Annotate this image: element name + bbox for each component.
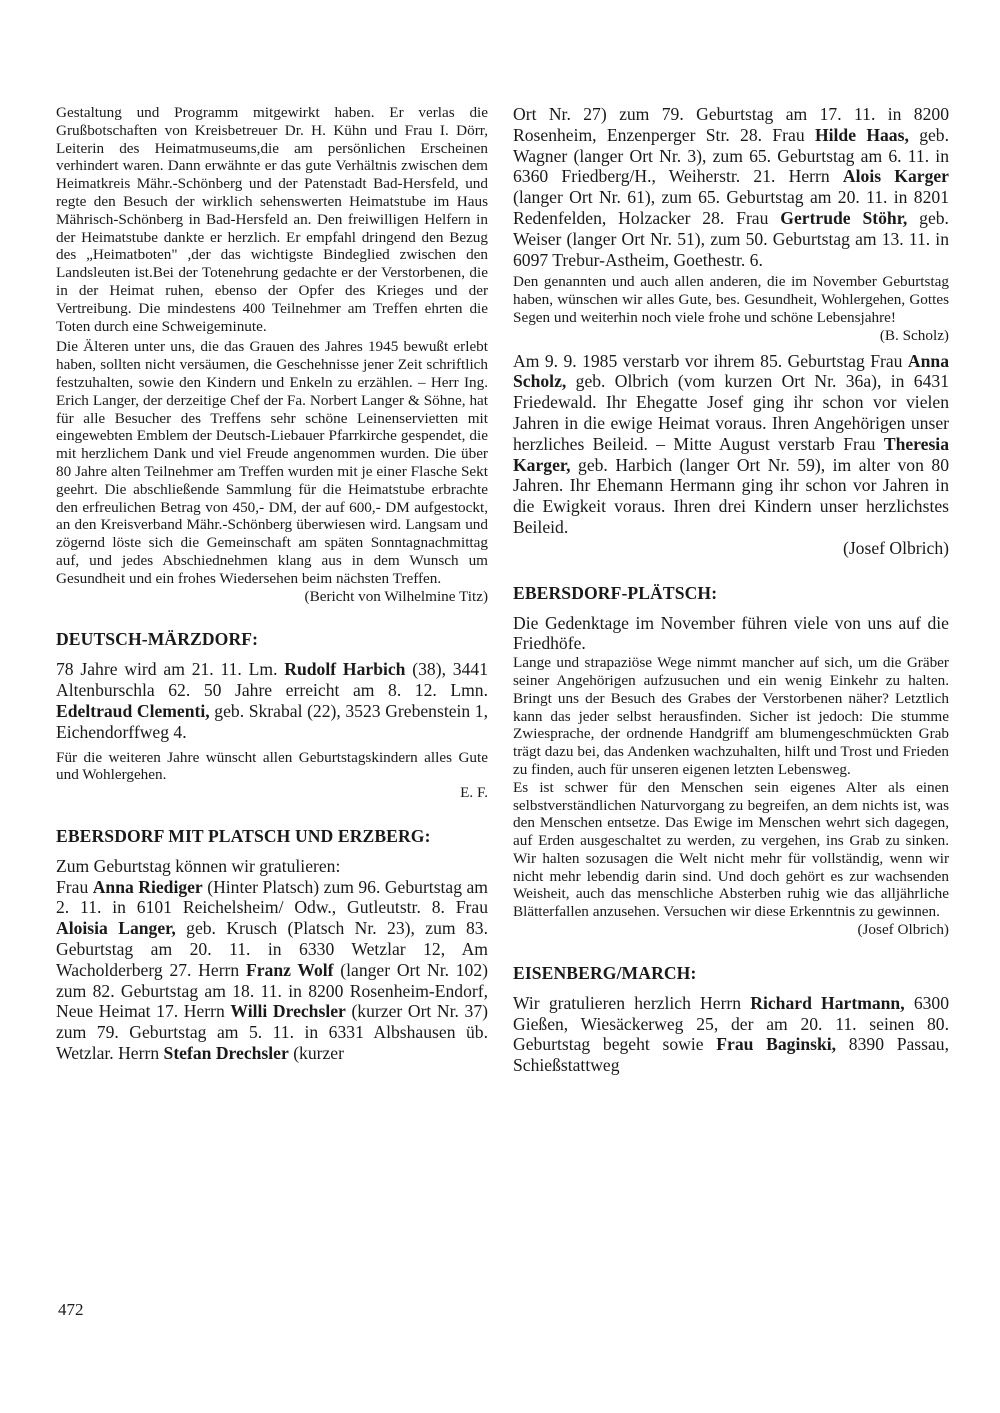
person-name: Rudolf Harbich — [284, 659, 406, 680]
report-signature: (Bericht von Wilhelmine Titz) — [304, 587, 488, 605]
person-name: Franz Wolf — [245, 959, 334, 980]
left-column — [56, 104, 488, 1064]
section-heading-ebersdorf-plaetsch: EBERSDORF-PLÄTSCH: — [513, 582, 718, 603]
person-name: Edeltraud Clementi, — [56, 700, 210, 721]
section-intro: Zum Geburtstag können wir gratulieren: — [56, 855, 341, 876]
person-name: Anna Riediger — [92, 876, 203, 897]
section-heading-eisenberg-march: EISENBERG/MARCH: — [513, 962, 697, 983]
person-name: Willi Drechsler — [230, 1001, 346, 1022]
person-name: Hilde Haas, — [814, 124, 909, 145]
birthday-wish: Für die weiteren Jahre wünscht allen Geburtstagskindern alles Gute und Wohlergehen. — [56, 748, 488, 784]
birthday-notice: Ort Nr. 27) zum 79. Geburtstag am 17. 11. in 8200 Rosenheim, Enzenperger Str. 28. Frau Hilde Haas, geb. Wagner (langer Ort Nr. 3), zum 65. Geburtstag am 6. 11. in 6360 Friedberg/H., Weiherstr. 21. Herrn Alois Karger (langer Ort Nr. 61), zum 65. Geburtstag am 20. 11. in 8201 Redenfelden, Holzacker 28. Frau Gertrude Stöhr, geb. Weiser (langer Ort Nr. 51), zum 50. Geburtstag am 13. 11. in 6097 Trebur-Astheim, Goethestr. 6. — [513, 104, 949, 270]
birthday-notice: 78 Jahre wird am 21. 11. Lm. Rudolf Harbich (38), 3441 Altenburschla 62. 50 Jahre erreicht am 8. 12. Lmn. Edeltraud Clementi, geb. Skrabal (22), 3523 Grebenstein 1, Eichendorffweg 4. — [56, 659, 489, 742]
wish-signature: E. F. — [460, 784, 488, 802]
article-paragraph: Lange und strapaziöse Wege nimmt mancher auf sich, um die Gräber seiner Angehörigen aufzusuchen und ein wenig Einkehr zu halten. Bringt uns der Besuch des Grabes der Verstorbenen näher? Letztlich kann das jeder selbst herausfinden. Sicher ist jedoch: Die stumme Zwiesprache, der ordnende Handgriff am blumengeschmückten Grab trägt dazu bei, das Andenken wachzuhalten, hilft und Trost und Frieden zu finden, auch für unseren eigenen letzten Lebensweg. — [513, 654, 949, 778]
person-name: Aloisia Langer, — [56, 918, 176, 939]
section-heading-ebersdorf-mit-platsch: EBERSDORF MIT PLATSCH UND ERZBERG: — [56, 825, 431, 846]
right-column — [513, 104, 949, 1076]
obituary-signature: (Josef Olbrich) — [842, 537, 949, 558]
obituary-notice: Am 9. 9. 1985 verstarb vor ihrem 85. Geburtstag Frau Anna Scholz, geb. Olbrich (vom kurzen Ort Nr. 36a), in 6431 Friedewald. Ihr Ehegatte Josef ging ihr schon vor vielen Jahren in die ewige Heimat voraus. Ihren Angehörigen unser herzliches Beileid. – Mitte August verstarb Frau Theresia Karger, geb. Harbich (langer Ort Nr. 59), im alter von 80 Jahren. Ihr Ehemann Hermann ging ihr schon vor Jahren in die Ewigkeit voraus. Ihren drei Kindern unser herzlichstes Beileid. — [513, 350, 949, 537]
birthday-wish: Den genannten und auch allen anderen, die im November Geburtstag haben, wünschen wir alles Gute, bes. Gesundheit, Wohlergehen, Gottes Segen und weiterhin noch viele frohe und schöne Lebensjahre! — [513, 273, 949, 326]
page-number: 472 — [58, 1300, 84, 1319]
person-name: Anna Scholz, — [513, 350, 949, 392]
person-name: Stefan Drechsler — [163, 1043, 289, 1064]
article-signature: (Josef Olbrich) — [857, 921, 949, 939]
birthday-notice: Frau Anna Riediger (Hinter Platsch) zum 96. Geburtstag am 2. 11. in 6101 Reichelsheim/ Odw., Gutleutstr. 8. Frau Aloisia Langer, geb. Krusch (Platsch Nr. 23), zum 83. Geburtstag am 20. 11. in 6330 Wetzlar 12, Am Wacholderberg 27. Herrn Franz Wolf (langer Ort Nr. 102) zum 82. Geburtstag am 18. 11. in 8200 Rosenheim-Endorf, Neue Heimat 17. Herrn Willi Drechsler (kurzer Ort Nr. 37) zum 79. Geburtstag am 5. 11. in 6331 Albshausen üb. Wetzlar. Herrn Stefan Drechsler (kurzer — [56, 876, 488, 1064]
section-heading-deutsch-maerzdorf: DEUTSCH-MÄRZDORF: — [56, 629, 259, 650]
person-name: Richard Hartmann, — [750, 992, 905, 1013]
person-name: Alois Karger — [842, 166, 949, 187]
person-name: Theresia Karger, — [513, 433, 949, 475]
article-paragraph: Gestaltung und Programm mitgewirkt haben. Er verlas die Grußbotschaften von Kreisbetreuer Dr. H. Kühn und Frau I. Dörr, Leiterin des Heimatmuseums,die am persönlichen Erscheinen verhindert waren. Dann erwähnte er das gute Verhältnis zwischen dem Heimatkreis Mähr.-Schönberg und der Patenstadt Bad-Hersfeld, und regte den Besuch der wirklich sehenswerten Heimatstube im Haus Mährisch-Schönberg in Bad-Hersfeld an. Den freiwilligen Helfern in der Heimatstube dankte er herzlich. Er empfahl dringend den Bezug des „Heimatboten" ,der das wichtigste Bindeglied zwischen den Landsleuten ist.Bei der Totenehrung gedachte er der Verstorbenen, die in der Heimat ruhen, ebenso der Opfer des Krieges und der Vertreibung. Die mindestens 400 Teilnehmer am Treffen ehrten die Toten durch eine Schweigeminute. — [56, 104, 488, 335]
birthday-notice: Wir gratulieren herzlich Herrn Richard Hartmann, 6300 Gießen, Wiesäckerweg 25, der am 20. 11. seinen 80. Geburtstag begeht sowie Frau Baginski, 8390 Passau, Schießstattweg — [513, 992, 949, 1076]
section-intro: Die Gedenktage im November führen viele von uns auf die Friedhöfe. — [513, 612, 949, 654]
article-paragraph: Die Älteren unter uns, die das Grauen des Jahres 1945 bewußt erlebt haben, sollten nicht versäumen, die Geschehnisse jener Zeit schriftlich festzuhalten, sowie den Kindern und Enkeln zu erzählen. – Herr Ing. Erich Langer, der derzeitige Chef der Fa. Norbert Langer & Söhne, hat für alle Besucher des Treffens sehr schöne Leinenservietten mit eingewebten Emblem der Deutsch-Liebauer Pfarrkirche gespendet, die mit herzlichem Dank und viel Freude angenommen wurden. Die über 80 Jahre alten Teilnehmer am Treffen wurden mit je einer Flasche Sekt geehrt. Die abschließende Sammlung für die Heimatstube erbrachte den erfreulichen Betrag von 450,- DM, der auf 600,- DM aufgestockt, an den Kreisverband Mähr.-Schönberg überwiesen wird. Langsam und zögernd löste sich die Gemeinschaft am späten Sonntagnachmittag auf, und jedes Abschiednehmen klang aus in dem Wunsch um Gesundheit und ein frohes Wiedersehen beim nächsten Treffen. — [56, 338, 488, 587]
article-paragraph: Es ist schwer für den Menschen sein eigenes Alter als einen selbstverständlichen Naturvorgang zu begreifen, an dem nichts ist, was den Menschen entsetze. Das Ewige im Menschen wehrt sich dagegen, auf Erden ausgeschaltet zu werden, zu vergehen, ins Grab zu sinken. Wir halten sozusagen die Welt nicht mehr für vollständig, wenn wir nicht mehr lebendig darin sind. Und doch gehört es zur wachsenden Weisheit, auch das menschliche Absterben ruhig wie das alljährliche Blätterfallen anzusehen. Versuchen wir diese Erkenntnis zu gewinnen. — [513, 778, 949, 921]
person-name: Gertrude Stöhr, — [780, 207, 908, 228]
person-name: Frau Baginski, — [716, 1034, 837, 1055]
wish-signature: (B. Scholz) — [879, 326, 949, 344]
